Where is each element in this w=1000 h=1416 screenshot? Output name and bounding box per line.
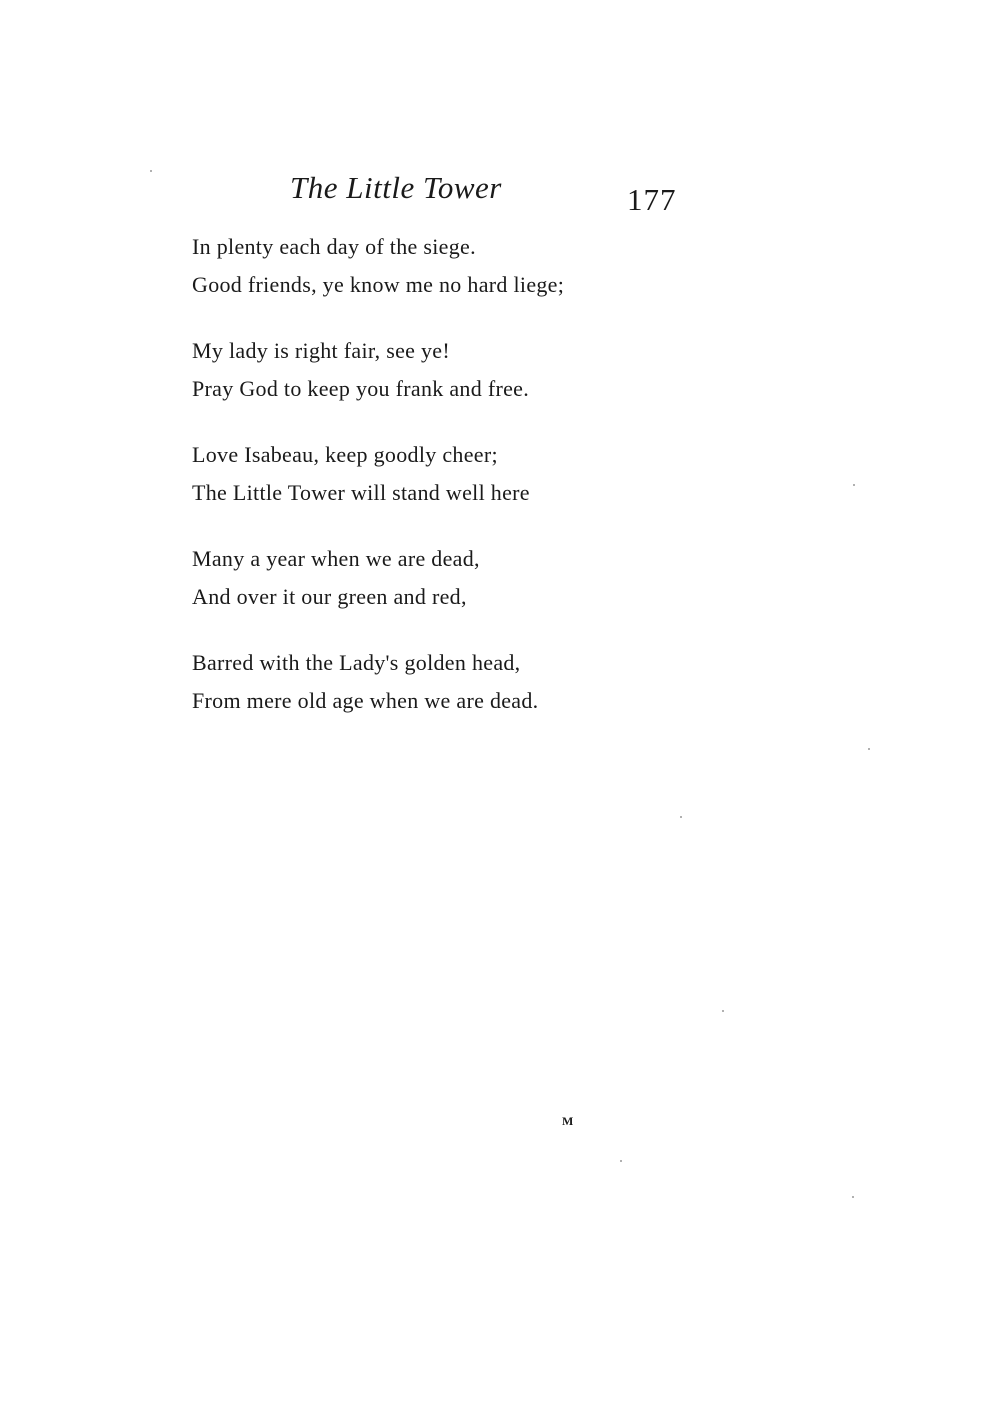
page-number: 177 xyxy=(627,182,677,217)
poem-line: My lady is right fair, see ye! xyxy=(192,338,450,363)
stanza xyxy=(192,332,752,408)
stanza xyxy=(192,540,752,616)
poem-line: In plenty each day of the siege. xyxy=(192,234,476,259)
scan-speck xyxy=(620,1160,622,1162)
scan-speck xyxy=(868,748,870,750)
stanza xyxy=(192,644,752,720)
scan-speck xyxy=(680,816,682,818)
scan-speck xyxy=(150,170,152,172)
scan-speck xyxy=(852,1196,854,1198)
poem-line: Good friends, ye know me no hard liege; xyxy=(192,272,565,297)
poem-line: Pray God to keep you frank and free. xyxy=(192,376,530,401)
running-title: The Little Tower xyxy=(290,170,502,205)
poem-line: From mere old age when we are dead. xyxy=(192,688,539,713)
scan-speck xyxy=(722,1010,724,1012)
poem-line: And over it our green and red, xyxy=(192,584,467,609)
poem-body xyxy=(192,228,752,748)
poem-line: Love Isabeau, keep goodly cheer; xyxy=(192,442,498,467)
scan-speck xyxy=(853,484,855,486)
poem-line: Barred with the Lady's golden head, xyxy=(192,650,521,675)
signature-mark: M xyxy=(562,1114,574,1128)
poem-line: Many a year when we are dead, xyxy=(192,546,480,571)
poem-line: The Little Tower will stand well here xyxy=(192,480,530,505)
stanza xyxy=(192,228,752,304)
stanza xyxy=(192,436,752,512)
